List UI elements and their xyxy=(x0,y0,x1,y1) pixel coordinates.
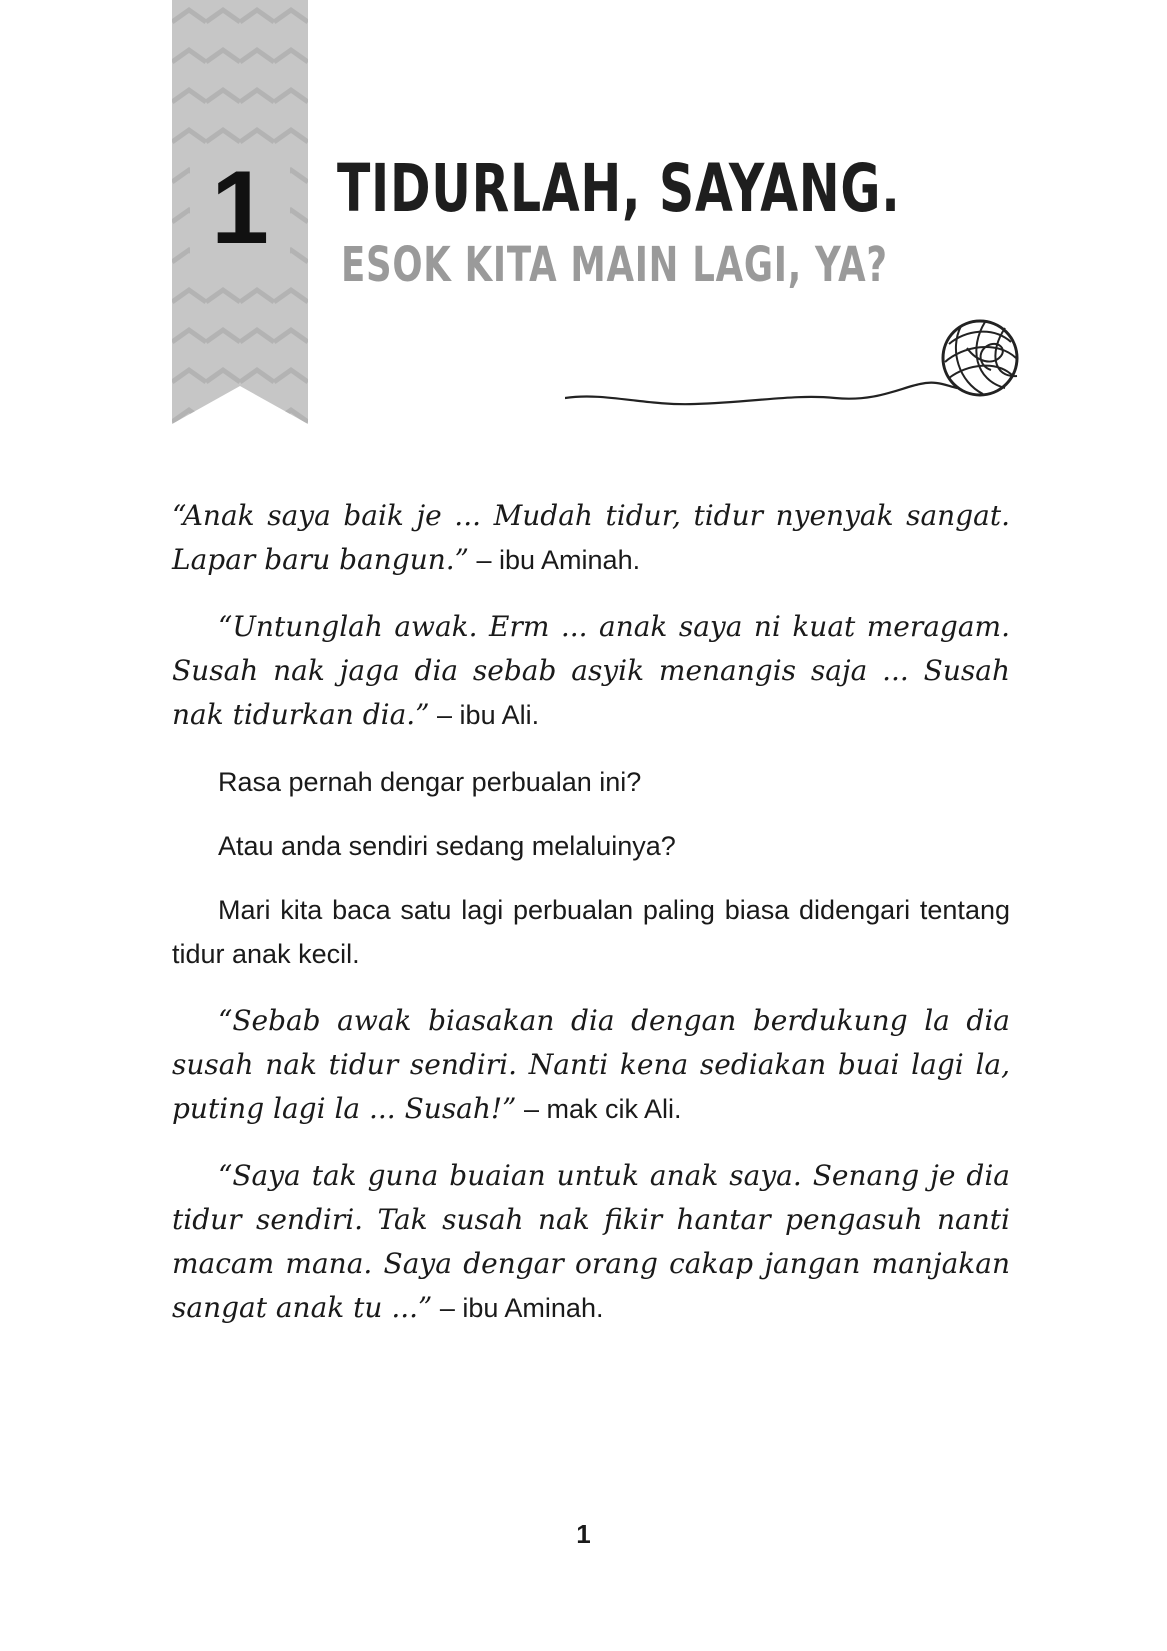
quote-text: “Anak saya baik je ... Mudah tidur, tidur nyenyak sangat. Lapar baru bangun.” xyxy=(172,499,1010,576)
paragraph-text-3: Mari kita baca satu lagi perbualan paling biasa didengari tentang tidur anak kecil. xyxy=(172,895,1010,969)
chapter-body xyxy=(172,494,1010,1353)
quote-attribution: – mak cik Ali. xyxy=(516,1094,682,1124)
quote-attribution: – ibu Ali. xyxy=(429,700,540,730)
chapter-subtitle: ESOK KITA MAIN LAGI, YA? xyxy=(341,237,888,293)
paragraph-quote-2 xyxy=(172,605,1010,737)
paragraph-quote-1 xyxy=(172,494,1010,582)
page-number: 1 xyxy=(576,1519,591,1549)
paragraph-quote-4 xyxy=(172,1154,1010,1330)
quote-attribution: – ibu Aminah. xyxy=(432,1293,604,1323)
quote-attribution: – ibu Aminah. xyxy=(468,545,641,575)
chapter-title: TIDURLAH, SAYANG. xyxy=(337,150,901,227)
paragraph-text-2: Atau anda sendiri sedang melaluinya? xyxy=(218,831,676,861)
quote-text: “Untunglah awak. Erm ... anak saya ni kuat meragam. Susah nak jaga dia sebab asyik menangis saja ... Susah nak tidurkan dia.” xyxy=(172,610,1010,731)
chapter-number: 1 xyxy=(211,150,269,266)
paragraph-text-1: Rasa pernah dengar perbualan ini? xyxy=(218,767,642,797)
quote-text: “Sebab awak biasakan dia dengan berdukung la dia susah nak tidur sendiri. Nanti kena sediakan buai lagi la, puting lagi la ... Susah!” xyxy=(172,1004,1010,1125)
paragraph-quote-3 xyxy=(172,999,1010,1131)
quote-text: “Saya tak guna buaian untuk anak saya. Senang je dia tidur sendiri. Tak susah nak fikir hantar pengasuh nanti macam mana. Saya dengar orang cakap jangan manjakan sangat anak tu ...” xyxy=(172,1159,1010,1324)
yarn-ball-icon xyxy=(565,318,1025,418)
